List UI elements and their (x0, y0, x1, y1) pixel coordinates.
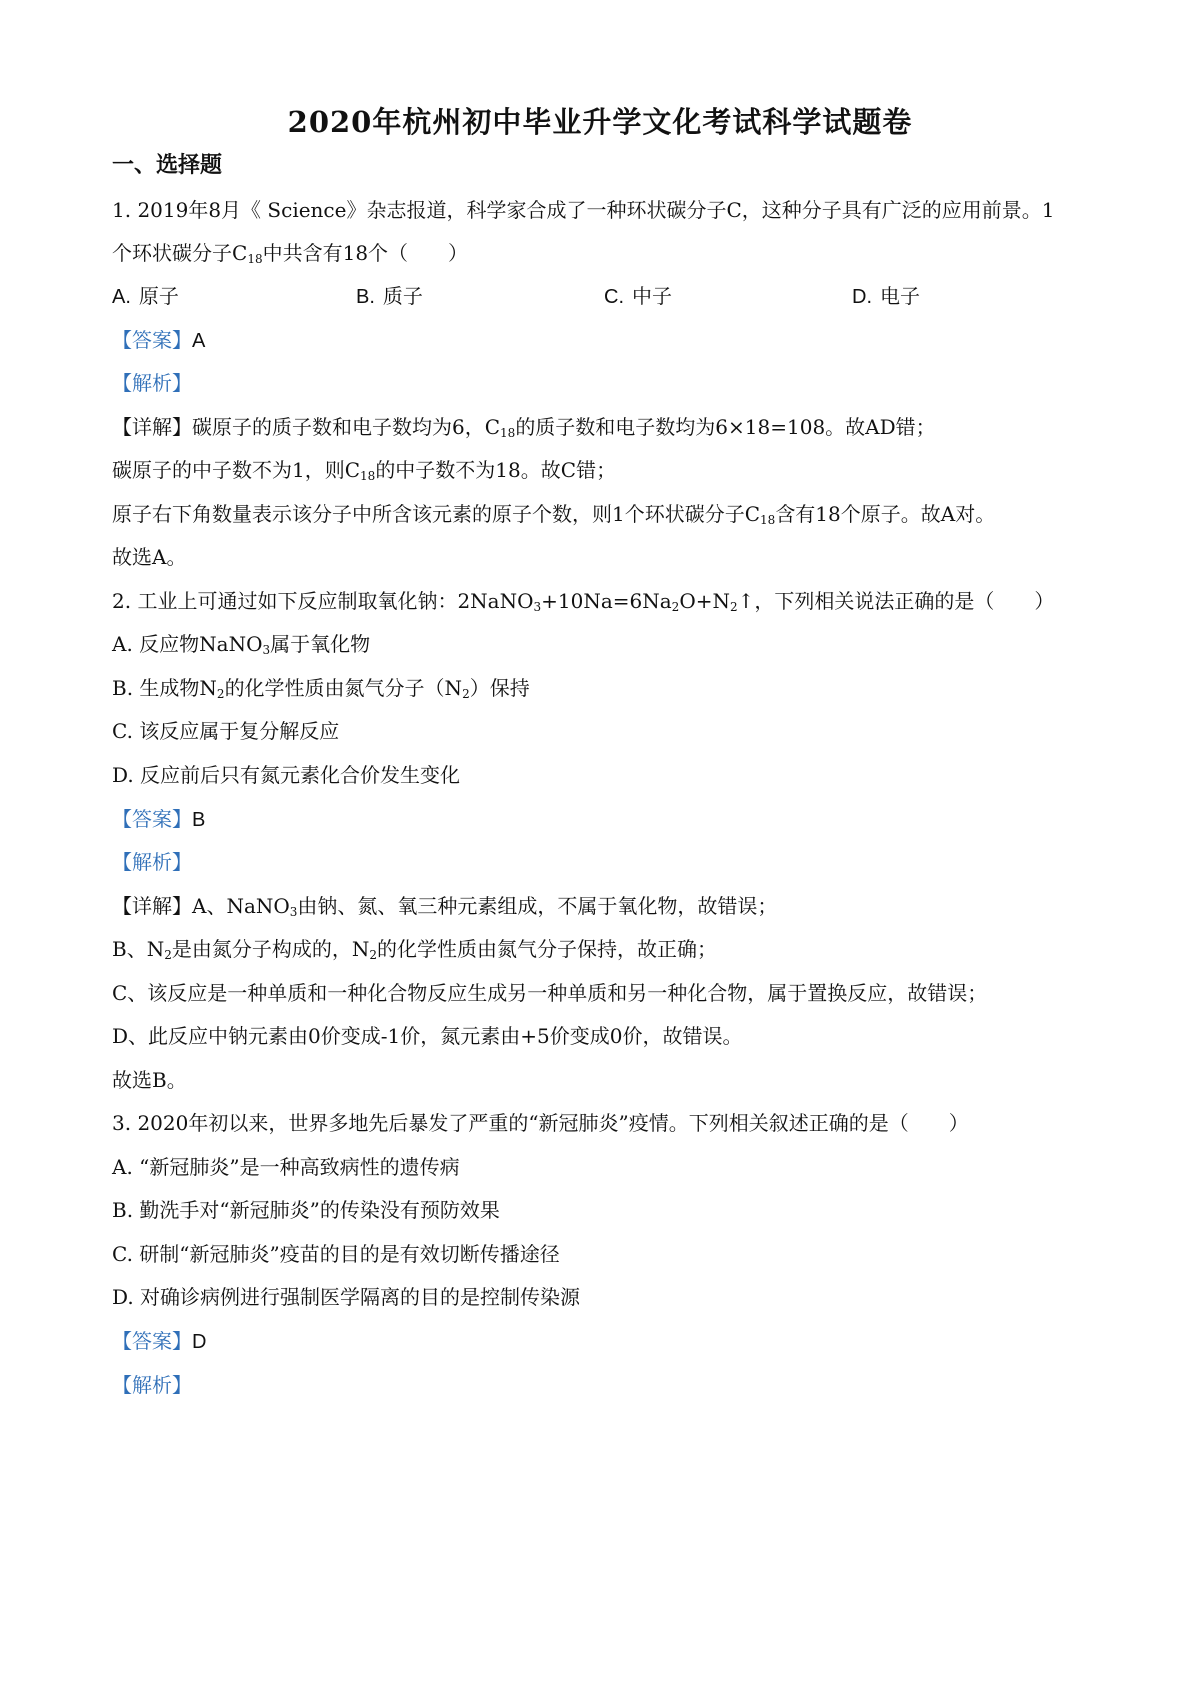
q3-option-c: C. 研制“新冠肺炎”疫苗的目的是有效切断传播途径 (112, 1242, 560, 1266)
q1-analysis-tag: 【解析】 (112, 371, 192, 395)
q3-option-a: A. “新冠肺炎”是一种高致病性的遗传病 (112, 1155, 460, 1179)
q3-stem: 3. 2020年初以来，世界多地先后暴发了严重的“新冠肺炎”疫情。下列相关叙述正确的是（ ） (112, 1111, 969, 1135)
q1-option-d: D. 电子 (852, 284, 920, 308)
q1-stem-line1: 1. 2019年8月《 Science》杂志报道，科学家合成了一种环状碳分子C，这种分子具有广泛的应用前景。1 (112, 198, 1055, 222)
q1-option-a: A. 原子 (112, 284, 179, 308)
q1-option-b: B. 质子 (356, 284, 423, 308)
q2-option-b: B. 生成物$N_2$的化学性质由氮气分子$(N_2)$保持 (112, 676, 530, 701)
q2-stem: 2. 工业上可通过如下反应制取氧化钠：$2NaNO_3+10Na=6Na_2O+N_2↑$，下列相关说法正确的是（ ） (112, 589, 1055, 614)
q1-detail-line3: 原子右下角数量表示该分子中所含该元素的原子个数，则1个环状碳分子$C_{18}$含有18个原子。故A对。 (112, 502, 996, 527)
q2-detail-line1: 【详解】A、NaNO$_3$由钠、氮、氧三种元素组成，不属于氧化物，故错误； (112, 894, 778, 919)
q2-analysis-tag: 【解析】 (112, 850, 192, 874)
q2-option-d: D. 反应前后只有氮元素化合价发生变化 (112, 763, 461, 787)
q2-detail-line3: C、该反应是一种单质和一种化合物反应生成另一种单质和另一种化合物，属于置换反应，故错误； (112, 981, 988, 1005)
section-heading: 一、选择题 (112, 152, 223, 178)
q3-option-d: D. 对确诊病例进行强制医学隔离的目的是控制传染源 (112, 1285, 581, 1309)
q2-detail-line2: B、$N_2$是由氮分子构成的，$N_2$的化学性质由氮气分子保持，故正确； (112, 937, 717, 962)
q3-option-b: B. 勤洗手对“新冠肺炎”的传染没有预防效果 (112, 1198, 500, 1222)
q2-detail-line4: D、此反应中钠元素由0价变成-1价，氮元素由+5价变成0价，故错误。 (112, 1024, 743, 1048)
page-title: 2020年杭州初中毕业升学文化考试科学试题卷 (287, 105, 913, 139)
q3-analysis-tag: 【解析】 (112, 1373, 192, 1397)
q1-detail-line2: 碳原子的中子数不为1，则$C_{18}$的中子数不为18。故C错； (112, 458, 617, 483)
q1-stem-line2: 个环状碳分子$C_{18}$中共含有18个（ ） (112, 241, 469, 266)
q3-answer: 【答案】D (112, 1329, 207, 1353)
q1-answer: 【答案】A (112, 328, 206, 352)
q1-detail-line1: 【详解】碳原子的质子数和电子数均为6，$C_{18}$的质子数和电子数均为6×18=108。故AD错； (112, 415, 936, 440)
q2-answer: 【答案】B (112, 807, 206, 831)
q1-detail-line4: 故选A。 (112, 545, 187, 569)
q2-option-a: A. 反应物NaNO$_3$属于氧化物 (112, 632, 371, 657)
q1-option-c: C. 中子 (604, 284, 672, 308)
q2-option-c: C. 该反应属于复分解反应 (112, 719, 340, 743)
q2-detail-line5: 故选B。 (112, 1068, 187, 1092)
